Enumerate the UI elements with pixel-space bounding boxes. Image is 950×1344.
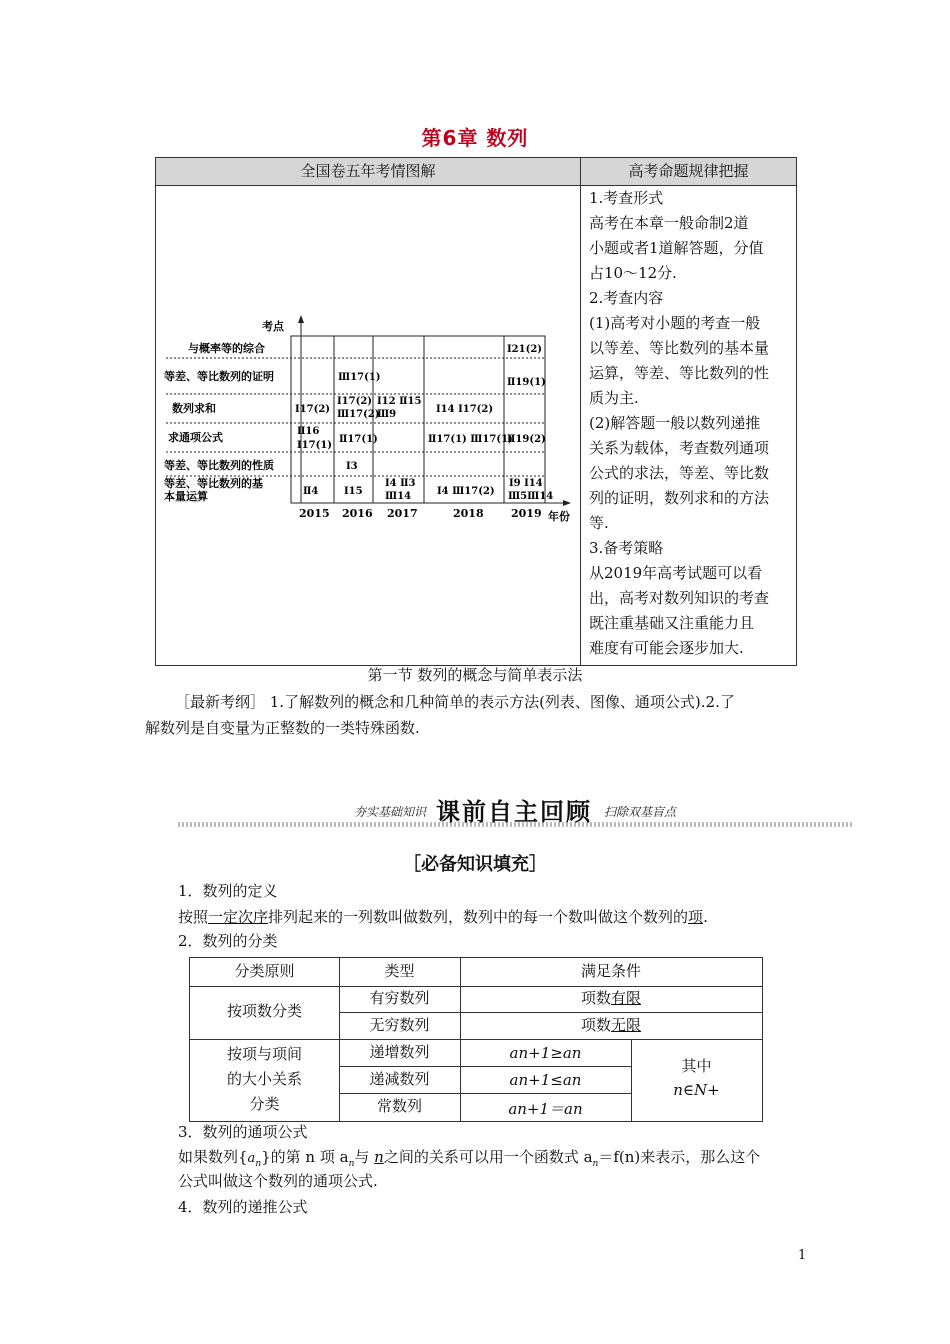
chart-cell: Ⅱ17(1) Ⅲ17(1) [428, 434, 513, 445]
cond-constant: an+1＝an [508, 1100, 583, 1118]
rules-line: 从2019年高考试题可以看 [589, 564, 763, 582]
chapter-title: 第6章 数列 [421, 126, 529, 150]
rules-line: (2)解答题一般以数列递推 [589, 414, 761, 432]
chart-cell: Ⅲ17(1) [338, 372, 381, 383]
syllabus-paragraph [145, 689, 815, 741]
table-note [631, 1054, 762, 1102]
year-tick: 2015 [299, 507, 330, 520]
text-run: n∈N+ [673, 1081, 720, 1099]
rules-line: 关系为载体，考查数列通项 [589, 439, 770, 457]
section-banner [178, 792, 852, 832]
row-label-probability: 与概率等的综合 [188, 342, 265, 355]
row-label-basic-2: 本量运算 [164, 490, 208, 503]
year-tick: 2018 [453, 507, 484, 520]
y-axis-label: 考点 [262, 320, 284, 333]
knowledge-fill-title: ［必备知识填充］ [403, 854, 547, 875]
rules-line: 出，高考对数列知识的考查 [589, 589, 770, 607]
chart-cell: Ⅱ17(1) [339, 434, 378, 445]
chart-cell: Ⅰ9 Ⅰ14 [509, 478, 543, 489]
text-run: 之间的关系可以用一个函数式 a [383, 1148, 593, 1166]
blank-answer: 有限 [611, 989, 642, 1007]
syllabus-line-2: 解数列是自变量为正整数的一类特殊函数. [145, 719, 420, 737]
rules-line: 既注重基础又注重能力且 [589, 614, 755, 632]
rules-line: 质为主. [589, 389, 639, 407]
chart-cell: Ⅱ16 [297, 426, 320, 437]
text-run: n [348, 1159, 355, 1169]
chart-cell: Ⅰ12 Ⅱ15 [377, 396, 422, 407]
rules-line: 难度有可能会逐步加大. [589, 639, 744, 657]
classification-table [189, 957, 763, 1122]
banner-right-text: 扫除双基盲点 [604, 805, 677, 819]
text-run: a [247, 1151, 256, 1166]
chart-cell: Ⅲ17(2) [337, 409, 380, 420]
type-increasing: 递增数列 [369, 1043, 430, 1061]
rules-line: 以等差、等比数列的基本量 [589, 339, 770, 357]
banner-title: 课前自主回顾 [436, 798, 592, 826]
rules-line: (1)高考对小题的考查一般 [589, 314, 761, 332]
chart-cell: Ⅰ14 Ⅰ17(2) [436, 404, 494, 415]
rules-line: 运算，等差、等比数列的性 [589, 364, 770, 382]
text-run: }的第 n 项 a [261, 1148, 349, 1166]
x-axis-label: 年份 [548, 510, 570, 523]
year-tick: 2016 [342, 507, 373, 520]
text-run: 项数 [580, 1016, 611, 1034]
header-principle: 分类原则 [234, 962, 295, 980]
chart-cell: Ⅰ4 Ⅲ17(2) [437, 486, 495, 497]
text-run: 与 [354, 1148, 375, 1166]
item-3-heading: 3．数列的通项公式 [178, 1123, 308, 1141]
table-rule [339, 1066, 631, 1067]
syllabus-line-1: ［最新考纲］ 1.了解数列的概念和几种简单的表示方法(列表、图像、通项公式).2.了 [175, 693, 735, 711]
table-rule [339, 1093, 631, 1094]
rules-line: 列的证明，数列求和的方法 [589, 489, 770, 507]
item-2-heading: 2．数列的分类 [178, 932, 278, 950]
text-run: 如果数列{ [178, 1148, 248, 1166]
item-1-text [178, 905, 708, 929]
text-run: . [703, 908, 708, 926]
chart-cell: Ⅰ15 [344, 486, 363, 497]
header-exam-rules: 高考命题规律把握 [628, 162, 749, 180]
cond-decreasing: an+1≤an [509, 1071, 582, 1089]
table-rule [460, 958, 461, 1121]
cond-increasing: an+1≥an [509, 1044, 582, 1062]
blank-answer: 一定次序 [208, 908, 269, 926]
text-run: 按项与项间 [226, 1045, 302, 1063]
rules-line: 等. [589, 514, 609, 532]
rules-line: 公式的求法，等差、等比数 [589, 464, 770, 482]
group-by-size [190, 1042, 339, 1117]
rules-line: 2.考查内容 [589, 289, 664, 307]
chart-cell: Ⅰ17(2) [337, 396, 373, 407]
chart-cell: Ⅲ14 [385, 491, 412, 502]
text-run: n [592, 1159, 599, 1169]
text-run: 排列起来的一列数叫做数列，数列中的每一个数叫做这个数列的 [268, 908, 689, 926]
item-3-text-line2: 公式叫做这个数列的通项公式. [178, 1172, 378, 1190]
table-rule [190, 1039, 762, 1040]
row-label-properties: 等差、等比数列的性质 [164, 459, 274, 472]
text-run: ＝f(n)来表示，那么这个 [598, 1148, 761, 1166]
chart-cell: Ⅲ5Ⅲ14 [508, 491, 554, 502]
text-run: 分类 [249, 1095, 280, 1113]
type-finite: 有穷数列 [369, 989, 430, 1007]
section-title: 第一节 数列的概念与简单表示法 [367, 666, 583, 684]
text-run: 的大小关系 [226, 1070, 302, 1088]
item-4-heading: 4．数列的递推公式 [178, 1198, 308, 1216]
header-exam-chart: 全国卷五年考情图解 [156, 158, 581, 185]
exam-rules-text [589, 186, 789, 661]
group-by-count: 按项数分类 [226, 1002, 302, 1020]
header-condition: 满足条件 [580, 962, 641, 980]
type-decreasing: 递减数列 [369, 1070, 430, 1088]
type-constant: 常数列 [376, 1097, 422, 1115]
text-run: n [255, 1159, 262, 1169]
row-label-proof: 等差、等比数列的证明 [164, 370, 274, 383]
type-infinite: 无穷数列 [369, 1016, 430, 1034]
cond-infinite [460, 1014, 762, 1035]
chart-cell: Ⅰ17(1) [297, 440, 333, 451]
text-run: 按照 [178, 908, 209, 926]
row-label-basic-1: 等差、等比数列的基 [164, 477, 263, 490]
blank-answer: n [374, 1148, 384, 1166]
chart-cell: Ⅰ17(2) [295, 404, 331, 415]
row-label-general-term: 求通项公式 [168, 431, 223, 444]
rules-line: 高考在本章一般命制2道 [589, 214, 749, 232]
item-1-heading: 1．数列的定义 [178, 882, 278, 900]
exam-frequency-chart [156, 158, 580, 665]
chart-cell: Ⅰ4 Ⅱ3 [385, 478, 416, 489]
chart-cell: Ⅱ4 [303, 486, 319, 497]
year-tick: 2019 [511, 507, 542, 520]
page-number: 1 [798, 1248, 807, 1263]
rules-line: 1.考查形式 [589, 189, 664, 207]
blank-answer: 无限 [611, 1016, 642, 1034]
rules-line: 占10～12分. [589, 264, 677, 282]
year-tick: 2017 [387, 507, 418, 520]
text-run: 其中 [681, 1057, 712, 1075]
header-type: 类型 [384, 962, 415, 980]
column-divider [580, 185, 581, 665]
text-run: 项数 [580, 989, 611, 1007]
rules-line: 3.备考策略 [589, 539, 664, 557]
chart-cell: Ⅰ21(2) [507, 344, 543, 355]
exam-analysis-table [155, 157, 797, 666]
banner-left-text: 夯实基础知识 [354, 805, 427, 819]
chart-cell: Ⅰ3 [346, 461, 358, 472]
chart-cell: Ⅲ9 [377, 409, 397, 420]
row-label-summation: 数列求和 [172, 402, 216, 415]
chart-cell: Ⅱ19(1) [507, 377, 546, 388]
rules-line: 小题或者1道解答题，分值 [589, 239, 764, 257]
table-rule [339, 1012, 762, 1013]
blank-answer: 项 [688, 908, 704, 926]
chart-cell: Ⅱ19(2) [507, 434, 546, 445]
cond-finite [460, 987, 762, 1008]
